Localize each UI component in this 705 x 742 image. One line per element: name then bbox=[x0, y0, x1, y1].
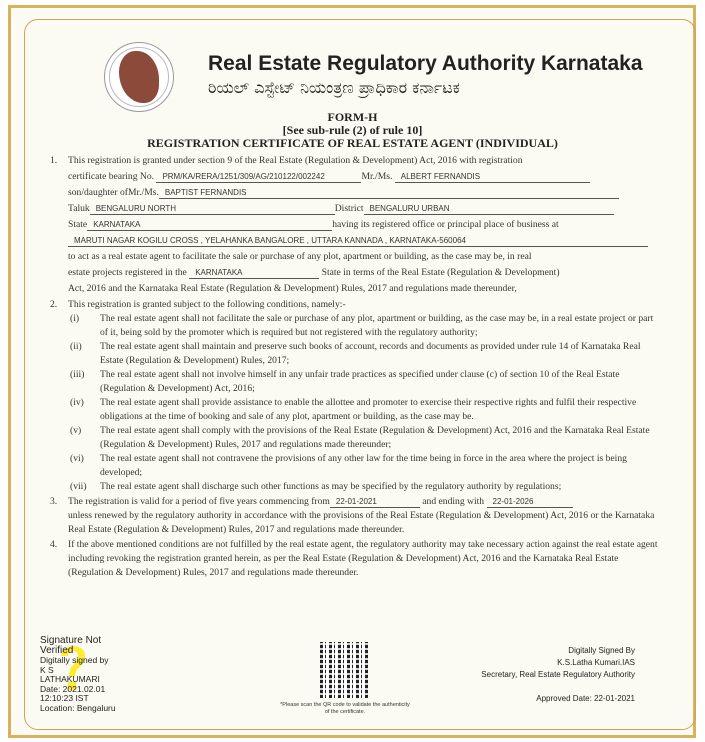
condition-text: The real estate agent shall not contravene the provisions of any other law for the time being in force in the area where the project is being developed; bbox=[100, 453, 627, 478]
text: Digitally Signed By bbox=[568, 646, 635, 655]
condition-text: The real estate agent shall discharge such other functions as may be specified by the regulatory authority by regulations; bbox=[100, 481, 562, 492]
signature-location: Location: Bengaluru bbox=[40, 702, 116, 713]
text: son/daughter ofMr./Ms. bbox=[68, 187, 159, 198]
text: certificate bearing No. bbox=[68, 171, 155, 182]
condition-text: The real estate agent shall provide assistance to enable the allottee and promoter to exercise their respective rights and fulfil their respective obligations at the time of booking and sale of any plot, apartment or building, as the case may be. bbox=[100, 397, 637, 422]
text: Mr./Ms. bbox=[361, 171, 393, 182]
valid-from: 22-01-2021 bbox=[330, 496, 420, 508]
text: and ending with bbox=[422, 496, 485, 507]
text: The registration is valid for a period of five years commencing from bbox=[68, 496, 330, 507]
org-name-english: Real Estate Regulatory Authority Karnataka bbox=[208, 52, 643, 75]
text: Taluk bbox=[68, 203, 90, 214]
paragraph-1 bbox=[40, 153, 662, 297]
signature-status: Signature Not Verified bbox=[40, 635, 102, 656]
paragraph-2 bbox=[40, 298, 662, 494]
condition-text: The real estate agent shall maintain and preserve such books of account, records and documents as provided under rule 14 of Karnataka Real Estate (Regulation & Development) Rules, 2017; bbox=[100, 341, 641, 366]
taluk: BENGALURU NORTH bbox=[90, 203, 335, 215]
condition-number: (v) bbox=[70, 425, 82, 436]
signatory-name: K.S.Latha Kumari.IAS bbox=[557, 658, 635, 667]
text: This registration is granted subject to the following conditions, namely:- bbox=[68, 299, 346, 310]
condition-text: The real estate agent shall not involve himself in any unfair trade practices as specified under clause (c) of section 10 of the Real Estate (Regulation & Development) Act, 2016; bbox=[100, 369, 620, 394]
state: KARNATAKA bbox=[87, 219, 332, 231]
condition-text: The real estate agent shall not facilitate the sale or purchase of any plot, apartment or building, as the case may be, in a real estate project or part of it, being sold by the promoter which is required but not registered with the regulatory authority; bbox=[100, 313, 654, 338]
paragraph-4 bbox=[40, 538, 662, 580]
signature-date: Date: 2021.02.01 bbox=[40, 683, 106, 694]
rera-logo bbox=[104, 42, 174, 112]
text: having its registered office or principal place of business at bbox=[332, 219, 559, 230]
authority-signature bbox=[481, 645, 635, 705]
text: Act, 2016 and the Karnataka Real Estate (Regulation & Development) Rules, 2017 and regulations made thereunder, bbox=[68, 283, 517, 294]
form-label: FORM-H bbox=[327, 110, 378, 124]
text: This registration is granted under section 9 of the Real Estate (Regulation & Development) Act, 2016 with registration bbox=[68, 155, 523, 166]
condition-number: (ii) bbox=[70, 341, 82, 352]
text: to act as a real estate agent to facilitate the sale or purchase of any plot, apartment or building, as the case may be, in real bbox=[68, 251, 532, 262]
approved-date: Approved Date: 22-01-2021 bbox=[536, 694, 635, 703]
project-state: KARNATAKA bbox=[189, 267, 319, 279]
text: K S bbox=[40, 664, 54, 675]
district: BENGALURU URBAN bbox=[364, 203, 614, 215]
condition-item bbox=[68, 480, 662, 494]
para-number: 3. bbox=[50, 496, 58, 507]
text: LATHAKUMARI bbox=[40, 674, 100, 684]
business-address: MARUTI NAGAR KOGILU CROSS , YELAHANKA BANGALORE , UTTARA KANNADA , KARNATAKA-560064 bbox=[68, 235, 648, 247]
condition-item bbox=[68, 368, 662, 396]
text: State in terms of the Real Estate (Regulation & Development) bbox=[321, 267, 560, 278]
certificate-title: REGISTRATION CERTIFICATE OF REAL ESTATE AGENT (INDIVIDUAL) bbox=[147, 136, 558, 150]
certificate-body bbox=[40, 153, 662, 581]
text: Digitally signed by bbox=[40, 655, 109, 665]
condition-number: (vii) bbox=[70, 481, 87, 492]
condition-item bbox=[68, 396, 662, 424]
para-number: 2. bbox=[50, 299, 58, 310]
org-name-kannada: ರಿಯಲ್ ಎಸ್ಟೇಟ್ ನಿಯಂತ್ರಣ ಪ್ರಾಧಿಕಾರ ಕರ್ನಾಟಕ bbox=[208, 78, 460, 97]
agent-name: ALBERT FERNANDIS bbox=[395, 171, 590, 183]
condition-number: (iii) bbox=[70, 369, 85, 380]
condition-number: (i) bbox=[70, 313, 80, 324]
condition-number: (vi) bbox=[70, 453, 84, 464]
text: unless renewed by the regulatory authority in accordance with the provisions of the Real Estate (Regulation & Development) Act, 2016 or the Karnataka Real Estate (Regulation & Development) Rules, 2017 and regulations made thereunder. bbox=[68, 510, 655, 535]
signatory-title: Secretary, Real Estate Regulatory Authority bbox=[481, 670, 635, 679]
text: State bbox=[68, 219, 88, 230]
text: District bbox=[334, 203, 364, 214]
paragraph-3 bbox=[40, 495, 662, 537]
condition-number: (iv) bbox=[70, 397, 84, 408]
qr-note: *Please scan the QR code to validate the authenticity of the certificate. bbox=[280, 702, 410, 715]
text: If the above mentioned conditions are not fulfilled by the real estate agent, the regulatory authority may take necessary action against the real estate agent including revoking the registration granted herein, as per the Real Estate (Regulation & Development) Act, 2016 and the Karnataka Real Estate (Regulation & Development) Rules, 2017 and regulations made thereunder. bbox=[68, 539, 658, 578]
valid-to: 22-01-2026 bbox=[487, 496, 573, 508]
para-number: 4. bbox=[50, 539, 58, 550]
registration-number: PRM/KA/RERA/1251/309/AG/210122/002242 bbox=[156, 171, 361, 183]
digital-signature-block bbox=[40, 636, 120, 713]
condition-item bbox=[68, 424, 662, 452]
condition-item bbox=[68, 452, 662, 480]
condition-item bbox=[68, 340, 662, 368]
subrule-label: [See sub-rule (2) of rule 10] bbox=[282, 123, 423, 137]
para-number: 1. bbox=[50, 155, 58, 166]
condition-item bbox=[68, 312, 662, 340]
father-name: BAPTIST FERNANDIS bbox=[159, 187, 619, 199]
text: estate projects registered in the bbox=[68, 267, 187, 278]
qr-code[interactable] bbox=[320, 642, 368, 698]
signature-time: 12:10:23 IST bbox=[40, 693, 89, 703]
condition-text: The real estate agent shall comply with the provisions of the Real Estate (Regulation & Development) Act, 2016 and the Karnataka Real Estate (Regulation & Development) Rules, 2017 and regulations made thereunder; bbox=[100, 425, 650, 450]
